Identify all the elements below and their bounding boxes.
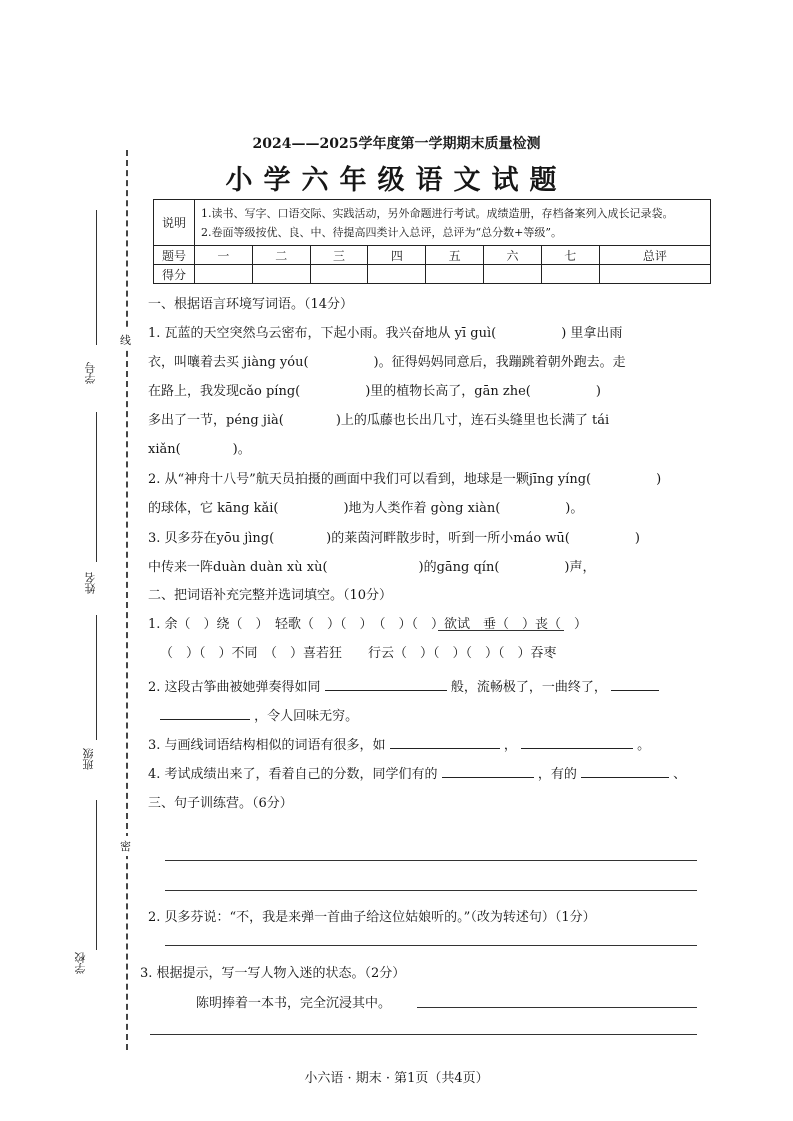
- answer-line[interactable]: [150, 1034, 697, 1035]
- underlined-word-mark: [438, 630, 564, 631]
- name-label: 姓名: [84, 572, 97, 594]
- q4-part-c: 、: [673, 767, 687, 782]
- section-2-q2: [148, 676, 659, 695]
- answer-blank[interactable]: [521, 736, 633, 749]
- section-1-heading: 一、根据语言环境写词语。（14分）: [148, 297, 354, 312]
- class-label: 班级: [82, 748, 95, 770]
- q2-part-c: ，令人回味无穷。: [254, 709, 359, 724]
- note-1: 1.读书、写字、口语交际、实践活动，另外命题进行考试。成绩造册，存档备案列入成长记录袋。: [201, 206, 674, 220]
- score-table: [153, 199, 711, 284]
- note-label: 说明: [154, 200, 195, 246]
- binding-dash-line: [126, 150, 128, 1050]
- score-cell[interactable]: [310, 265, 368, 284]
- section-2-q2-cont: [160, 705, 358, 724]
- section-1-line: 多出了一节，péng jià( )上的瓜藤也长出几寸，连石头缝里也长满了 tái: [148, 413, 610, 428]
- answer-blank[interactable]: [611, 678, 659, 691]
- q2-part-a: 2. 这段古筝曲被她弹奏得如同: [148, 680, 321, 695]
- exam-name: 2024——2025学年度第一学期期末质量检测: [252, 136, 541, 152]
- column-header: 七: [541, 246, 599, 265]
- score-cell[interactable]: [252, 265, 310, 284]
- section-1-line: 衣，叫嚷着去买 jiàng yóu( )。征得妈妈同意后，我蹦跳着朝外跑去。走: [148, 355, 626, 370]
- section-1-line: 的球体，它 kāng kǎi( )地为人类作着 gòng xiàn( )。: [148, 501, 584, 516]
- answer-line[interactable]: [417, 1007, 697, 1008]
- q3-part-a: 3. 与画线词语结构相似的词语有很多，如: [148, 738, 386, 753]
- q2-part-b: 般，流畅极了，一曲终了，: [450, 680, 607, 695]
- score-cell[interactable]: [368, 265, 426, 284]
- score-cell[interactable]: [541, 265, 599, 284]
- section-3-q2: 2. 贝多芬说：“不，我是来弹一首曲子给这位姑娘听的。”（改为转述句）（1分）: [148, 910, 596, 925]
- page-footer: 小六语 · 期末 · 第1页（共4页）: [304, 1071, 489, 1086]
- column-header: 五: [426, 246, 484, 265]
- score-cell[interactable]: [484, 265, 542, 284]
- q4-part-b: ，有的: [537, 767, 577, 782]
- score-label: 得分: [154, 265, 195, 284]
- score-cell[interactable]: [426, 265, 484, 284]
- section-3-heading: 三、句子训练营。（6分）: [148, 796, 293, 811]
- column-header: 一: [195, 246, 253, 265]
- binding-mark-seal: 密: [120, 836, 131, 856]
- section-2-line: 1. 余（ ）绕（ ） 轻歌（ ）（ ） （ ）（ ）欲试 垂（ ）丧（ ）: [148, 617, 588, 632]
- question-number-label: 题号: [154, 246, 195, 265]
- answer-blank[interactable]: [581, 765, 669, 778]
- column-header: 二: [252, 246, 310, 265]
- answer-line[interactable]: [165, 945, 697, 946]
- section-3-q3: 3. 根据提示，写一写人物入迷的状态。（2分）: [140, 966, 406, 981]
- section-1-line: 中传来一阵duàn duàn xù xù( )的gāng qín( )声，: [148, 560, 596, 575]
- section-1-line: xiǎn( )。: [148, 442, 251, 457]
- score-cell[interactable]: [195, 265, 253, 284]
- section-1-line: 2. 从“神舟十八号”航天员拍摄的画面中我们可以看到，地球是一颗jīng yíng( ): [148, 472, 662, 487]
- student-id-label: 学号: [84, 362, 97, 384]
- column-header: 四: [368, 246, 426, 265]
- name-line: [96, 412, 97, 562]
- section-2-heading: 二、把词语补充完整并选词填空。（10分）: [148, 588, 393, 603]
- binding-mark-line: 线: [120, 330, 131, 350]
- school-line: [96, 800, 97, 950]
- section-3-q3-prompt: [196, 992, 391, 1011]
- score-cell[interactable]: [599, 265, 710, 284]
- answer-line[interactable]: [165, 890, 697, 891]
- q3-part-b: ，: [503, 738, 517, 753]
- q3-part-c: 。: [637, 738, 651, 753]
- q3-prompt-text: 陈明捧着一本书，完全沉浸其中。: [196, 996, 392, 1011]
- class-line: [96, 615, 97, 740]
- page-title: 小学六年级语文试题: [225, 165, 568, 196]
- answer-blank[interactable]: [160, 707, 250, 720]
- column-header: 总评: [599, 246, 710, 265]
- section-2-q4: [148, 763, 686, 782]
- q4-part-a: 4. 考试成绩出来了，看着自己的分数，同学们有的: [148, 767, 438, 782]
- exam-notes: [195, 200, 711, 246]
- column-header: 三: [310, 246, 368, 265]
- section-1-line: 1. 瓦蓝的天空突然乌云密布，下起小雨。我兴奋地从 yī guì( ) 里拿出雨: [148, 326, 623, 341]
- section-1-line: 3. 贝多芬在yōu jìng( )的莱茵河畔散步时，听到一所小máo wū( ): [148, 531, 640, 546]
- section-2-line: （ ）（ ）不同 （ ）喜若狂 行云（ ）（ ）（ ）（ ）吞枣: [160, 646, 557, 661]
- student-id-line: [96, 210, 97, 345]
- note-2: 2.卷面等级按优、良、中、待提高四类计入总评，总评为“总分数+等级”。: [201, 225, 562, 239]
- column-header: 六: [484, 246, 542, 265]
- section-1-line: 在路上，我发现cǎo píng( )里的植物长高了，gān zhe( ): [148, 384, 601, 399]
- section-2-q3: [148, 734, 650, 753]
- answer-blank[interactable]: [325, 678, 447, 691]
- school-label: 学校: [74, 952, 87, 974]
- answer-blank[interactable]: [390, 736, 500, 749]
- answer-line[interactable]: [165, 860, 697, 861]
- answer-blank[interactable]: [442, 765, 534, 778]
